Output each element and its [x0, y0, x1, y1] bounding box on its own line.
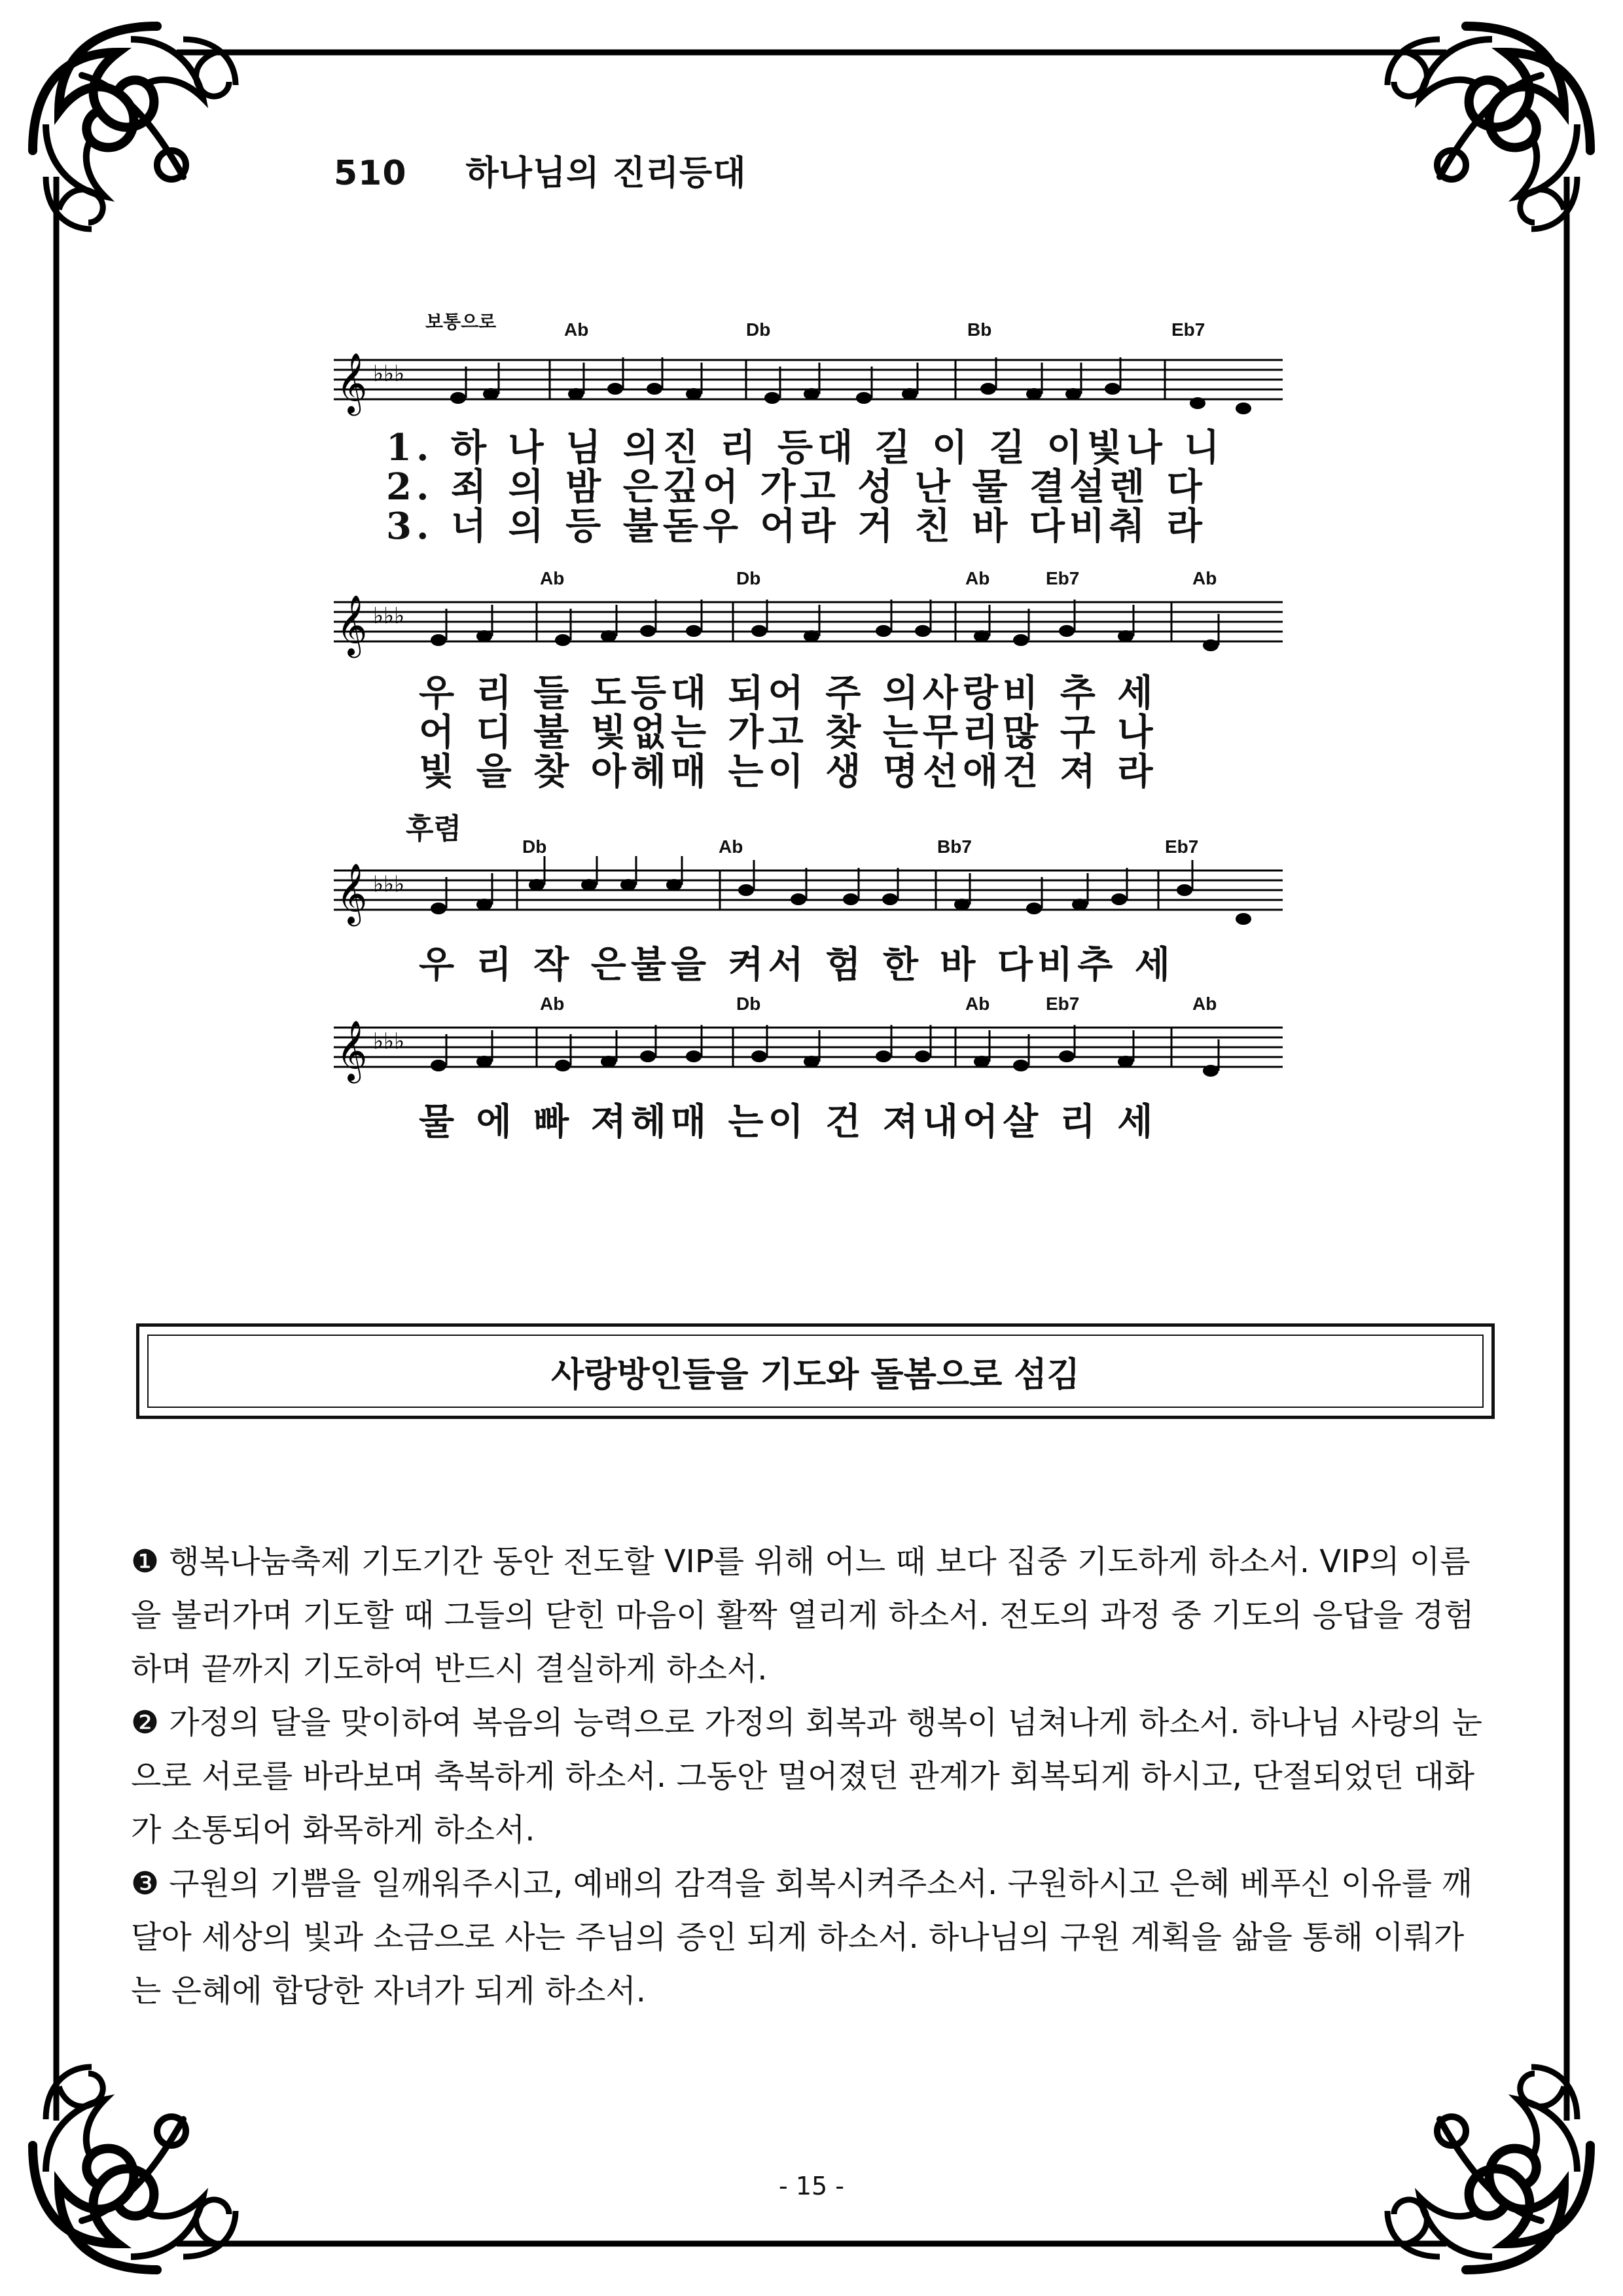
prayer-list [131, 1535, 1492, 2018]
music-staff [327, 340, 1289, 419]
chord-label: Ab [1192, 994, 1217, 1014]
svg-text:♭♭♭: ♭♭♭ [373, 871, 405, 897]
page-number: - 15 - [779, 2172, 844, 2200]
chord-label: Db [746, 319, 771, 340]
tempo-marking: 보통으로 [425, 311, 497, 332]
hymn-number: 510 [334, 154, 407, 193]
chord-label: Ab [540, 994, 565, 1014]
music-staff [327, 851, 1289, 929]
svg-text:𝄞: 𝄞 [336, 863, 368, 924]
lyric-line: 2. 죄 의 밤 은깊어 가고 성 난 물 결설렌 다 [386, 465, 1207, 509]
hymn-title [334, 145, 747, 194]
svg-text:♭♭♭: ♭♭♭ [373, 1028, 405, 1054]
svg-text:𝄞: 𝄞 [336, 352, 368, 413]
lyric-line: 어 디 불 빛없는 가고 찾 는무리많 구 나 [419, 711, 1158, 754]
theme-box [136, 1323, 1495, 1419]
chord-label: Db [522, 836, 547, 857]
hymn-score [327, 308, 1289, 1158]
prayer-item: ❷ 가정의 달을 맞이하여 복음의 능력으로 가정의 회복과 행복이 넘쳐나게 하소서. 하나님 사랑의 눈으로 서로를 바라보며 축복하게 하소서. 그동안 멀어졌던 관계가 회복되게 하시고, 단절되었던 대화가 소통되어 화목하게 하소서. [131, 1704, 1482, 1848]
chord-label: Ab [1192, 568, 1217, 588]
refrain-label: 후렴 [406, 812, 462, 846]
chord-label: Bb [967, 319, 992, 340]
music-staff [327, 583, 1289, 661]
chord-label: Eb7 [1171, 319, 1205, 340]
chord-label: Eb7 [1046, 994, 1080, 1014]
chord-label: Ab [965, 568, 990, 588]
chord-label: Ab [540, 568, 565, 588]
chord-label: Ab [719, 836, 743, 857]
chord-label: Bb7 [937, 836, 972, 857]
lyric-line: 빛 을 찾 아헤매 는이 생 명선애건 져 라 [419, 750, 1158, 793]
prayer-item: ❶ 행복나눔축제 기도기간 동안 전도할 VIP를 위해 어느 때 보다 집중 기도하게 하소서. VIP의 이름을 불러가며 기도할 때 그들의 닫힌 마음이 활짝 열리게 하소서. 전도의 과정 중 기도의 응답을 경험하며 끝까지 기도하여 반드시 결실하게 하소서. [131, 1543, 1474, 1687]
music-staff [327, 1008, 1289, 1086]
lyric-line: 1. 하 나 님 의진 리 등대 길 이 길 이빛나 니 [386, 426, 1224, 469]
chord-label: Ab [564, 319, 589, 340]
lyric-line: 우 리 작 은불을 켜서 험 한 바 다비추 세 [419, 943, 1175, 986]
chord-label: Eb7 [1046, 568, 1080, 588]
svg-text:♭♭♭: ♭♭♭ [373, 361, 405, 387]
lyric-line: 물 에 빠 져헤매 는이 건 져내어살 리 세 [419, 1100, 1158, 1143]
chord-label: Db [736, 568, 761, 588]
lyric-line: 우 리 들 도등대 되어 주 의사랑비 추 세 [419, 672, 1158, 715]
chord-label: Db [736, 994, 761, 1014]
theme-title: 사랑방인들을 기도와 돌봄으로 섬김 [147, 1335, 1484, 1408]
hymn-name: 하나님의 진리등대 [465, 154, 747, 193]
svg-text:♭♭♭: ♭♭♭ [373, 603, 405, 629]
lyric-line: 3. 너 의 등 불돋우 어라 거 친 바 다비춰 라 [386, 505, 1207, 548]
prayer-item: ❸ 구원의 기쁨을 일깨워주시고, 예배의 감격을 회복시켜주소서. 구원하시고 은혜 베푸신 이유를 깨달아 세상의 빛과 소금으로 사는 주님의 증인 되게 하소서. 하나님의 구원 계획을 삶을 통해 이뤄가는 은혜에 합당한 자녀가 되게 하소서. [131, 1865, 1472, 2009]
svg-text:𝄞: 𝄞 [336, 594, 368, 655]
svg-text:𝄞: 𝄞 [336, 1020, 368, 1081]
chord-label: Ab [965, 994, 990, 1014]
chord-label: Eb7 [1165, 836, 1199, 857]
